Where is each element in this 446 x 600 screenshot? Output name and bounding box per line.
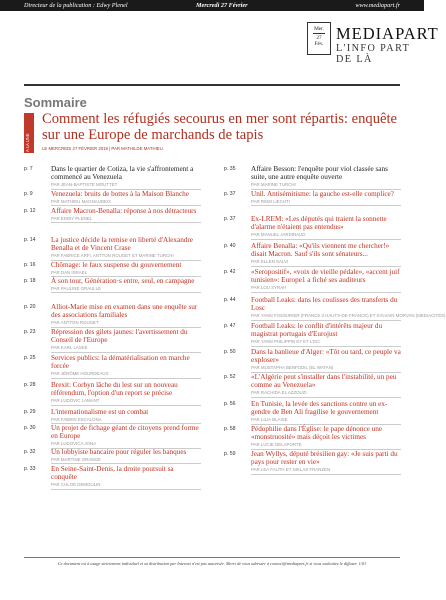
toc-entry-title[interactable]: Affaire Macron-Benalla: réponse à nos détracteurs	[51, 207, 197, 215]
footer-notice: Ce document est à usage strictement individuel et sa distribution par Internet n'est pas autorisée. Merci de vous adresser à contact@mediapart.fr si vous souhaitez le diffuser. 1/01	[57, 561, 367, 566]
toc-entry-title[interactable]: En Seine-Saint-Denis, la droite poursuit sa conquête	[51, 465, 174, 482]
toc-entry-byline: PAR EDWY PLENEL	[51, 215, 93, 221]
toc-entry-byline: PAR LILIA BLAISE	[251, 417, 288, 423]
toc-entry-title[interactable]: Venezuela: bruits de bottes à la Maison Blanche	[51, 190, 189, 198]
toc-entry-title[interactable]: Chômage: le faux suspense du gouvernement	[51, 261, 182, 269]
stamp-day-name: Mer.	[314, 26, 324, 32]
toc-entry-divider	[51, 489, 201, 490]
toc-page-number: p. 25	[24, 355, 36, 361]
toc-page-number: p. 7	[24, 166, 33, 172]
stamp-divider	[313, 33, 325, 34]
toc-left-column	[24, 160, 204, 540]
toc-entry-title[interactable]: Alliot-Marie mise en examen dans une enquête sur des associations familiales	[51, 303, 198, 320]
toc-page-number: p. 23	[24, 329, 36, 335]
toc-page-number: p. 35	[224, 166, 236, 172]
toc-page-number: p. 33	[24, 466, 36, 472]
toc-page-number: p. 52	[224, 374, 236, 380]
toc-entry-byline: PAR YANN FOSSURIER (FRANCE 3 HAUTS-DE-FRANCE) ET SYLVAIN MORVAN (MEDIACITÉS)	[251, 313, 446, 319]
toc-entry-divider	[251, 346, 401, 347]
toc-entry-byline: PAR FABIEN ESCALONA	[51, 416, 102, 422]
toc-entry-divider	[251, 474, 401, 475]
toc-entry-byline: PAR MARINE TURCHI	[251, 182, 296, 188]
toc-page-number: p. 37	[224, 216, 236, 222]
toc-page-number: p. 44	[224, 297, 236, 303]
toc-entry-byline: PAR FABRICE ARFI, ANTTON ROUGET ET MARINE TURCHI	[51, 253, 174, 259]
toc-entry-byline: PAR MUSTAPHA BENFODIL (EL WATAN)	[251, 365, 334, 371]
toc-entry-title[interactable]: Unil. Antisémitisme: la gauche est-elle complice?	[251, 190, 394, 198]
toc-entry-byline: PAR YANN PHILIPPIN ET ET L'EIC	[251, 339, 321, 345]
toc-entry-divider	[251, 397, 401, 398]
toc-entry-divider	[251, 239, 401, 240]
toc-page-number: p. 14	[24, 237, 36, 243]
toc-entry-title[interactable]: Un projet de fichage géant de citoyens prend forme en Europe	[51, 424, 199, 441]
toc-page-number: p. 9	[24, 191, 33, 197]
toc-entry-byline: PAR PAULINE GRAULLE	[51, 285, 102, 291]
toc-entry-byline: PAR LOU SYRAH	[251, 285, 287, 291]
lead-side-tag	[24, 113, 34, 153]
toc-entry-divider	[51, 292, 201, 293]
toc-entry-title[interactable]: Brexit: Corbyn lâche du lest sur un nouveau référendum, l'option d'un report se précise	[51, 381, 178, 398]
toc-entry-title[interactable]: «L'Algérie peut s'installer dans l'instabilité, un peu comme au Venezuela»	[251, 373, 397, 390]
toc-page-number: p. 32	[24, 449, 36, 455]
toc-page-number: p. 18	[24, 278, 36, 284]
top-bar	[0, 0, 424, 11]
toc-entry-title[interactable]: Affaire Besson: l'enquête pour viol classée sans suite, une autre enquête ouverte	[251, 165, 388, 182]
date-stamp-logo	[307, 22, 331, 55]
toc-entry-byline: PAR RACHIDA EL AZZOUZI	[251, 390, 307, 396]
issue-date: Mercredi 27 Février	[196, 2, 248, 9]
toc-page-number: p. 12	[24, 208, 36, 214]
toc-entry-byline: PAR ELLEN SALVI	[251, 259, 289, 265]
toc-page-number: p. 16	[24, 262, 36, 268]
toc-entry-byline: PAR JEAN-BAPTISTE MOUTTET	[51, 182, 118, 188]
toc-page-number: p. 58	[224, 426, 236, 432]
toc-entry-byline: PAR CHLOÉ DEMOULIN	[51, 482, 101, 488]
toc-entry-title[interactable]: «Seropositif», «voix de vieille pédale», «accent juif tunisien»: Europe1 a fiché ses auditeurs	[251, 268, 400, 285]
toc-page-number: p. 28	[24, 382, 36, 388]
toc-entry-title[interactable]: Un lobbyiste bancaire pour réguler les banques	[51, 448, 187, 456]
brand-tagline: L'INFO PART DE LÀ	[336, 43, 411, 65]
toc-entry-byline: PAR MARTINE ORANGE	[51, 456, 101, 462]
toc-entry-divider	[251, 292, 401, 293]
toc-right-column	[224, 160, 446, 540]
toc-page-number: p. 56	[224, 401, 236, 407]
toc-entry-title[interactable]: En Tunisie, la levée des sanctions contre un ex-gendre de Ben Ali fragilise le gouvernement	[251, 400, 388, 417]
lead-article-meta: LE MERCREDI 27 FÉVRIER 2019 | PAR MATHILDE MATHIEU	[42, 146, 163, 151]
toc-entry-byline: PAR LUDOVIC LAMANT	[51, 398, 100, 404]
toc-entry-title[interactable]: Jean Wyllys, député brésilien gay: «Je suis parti du pays pour rester en vie»	[251, 450, 398, 467]
toc-page-number: p. 37	[224, 191, 236, 197]
stamp-day-number: 27	[316, 35, 322, 41]
toc-entry-byline: PAR MANUEL JARDINAUD	[251, 232, 306, 238]
toc-entry-title[interactable]: L'internationalisme est un combat	[51, 408, 149, 416]
toc-entry-divider	[251, 205, 401, 206]
site-link[interactable]: www.mediapart.fr	[355, 2, 400, 9]
toc-entry-byline: PAR JÉRÔME HOURDEAUX	[51, 371, 109, 377]
toc-entry-title[interactable]: Dans la banlieue d'Alger: «Tôt ou tard, ce peuple va exploser»	[251, 348, 401, 365]
toc-entry-title[interactable]: Services publics: la dématérialisation en marche forcée	[51, 354, 190, 371]
toc-page-number: p. 50	[224, 349, 236, 355]
toc-entry-title[interactable]: Football Leaks: le conflit d'intérêts majeur du magistrat portugais d'Eurojust	[251, 322, 383, 339]
toc-entry-byline: PAR MATHIEU MAGNAUDEIX	[51, 198, 112, 204]
toc-page-number: p. 47	[224, 323, 236, 329]
toc-entry-divider	[51, 352, 201, 353]
toc-page-number: p. 59	[224, 451, 236, 457]
toc-entry-byline: PAR LUDOVICA JONA	[51, 441, 97, 447]
toc-entry-byline: PAR RÉMI LIECHTI	[251, 198, 290, 204]
toc-page-number: p. 20	[24, 304, 36, 310]
toc-entry-title[interactable]: Affaire Benalla: «Qu'ils viennent me chercher!» disait Macron. Sauf s'ils sont sénateurs...	[251, 242, 390, 259]
toc-entry-byline: PAR LEA FAUTH ET NIKLAS FRANZEN	[251, 467, 331, 473]
lead-side-label: A LA UNE	[25, 133, 30, 152]
toc-entry-divider	[51, 378, 201, 379]
toc-entry-title[interactable]: Ex-LREM: «Les députés qui traient la sonnette d'alarme n'étaient pas entendus»	[251, 215, 387, 232]
toc-entry-title[interactable]: Pédophilie dans l'Église: le pape dénonce une «monstruosité» mais déçoit les victimes	[251, 425, 383, 442]
toc-page-number: p. 29	[24, 409, 36, 415]
toc-page-number: p. 42	[224, 269, 236, 275]
toc-entry-byline: PAR DAN ISRAEL	[51, 269, 88, 275]
toc-entry-byline: PAR KARL LASKE	[51, 345, 88, 351]
toc-entry-byline: PAR ANTTON ROUGET	[51, 320, 99, 326]
brand-logo[interactable]: MEDIAPART	[336, 24, 439, 43]
toc-page-number: p. 30	[24, 425, 36, 431]
lead-article-title[interactable]: Comment les réfugiés secourus en mer sont répartis: enquête sur une Europe de marchands de tapis	[42, 111, 398, 143]
toc-entry-divider	[51, 405, 201, 406]
toc-entry-title[interactable]: Répression des gilets jaunes: l'avertissement du Conseil de l'Europe	[51, 328, 188, 345]
toc-entry-title[interactable]: À son tour, Génération·s entre, seul, en campagne	[51, 277, 195, 285]
publication-director: Directeur de la publication : Edwy Plenel	[24, 2, 128, 9]
stamp-month: Fév.	[314, 41, 324, 47]
footer-divider	[24, 557, 400, 558]
section-heading: Sommaire	[24, 95, 87, 110]
header-divider	[24, 84, 400, 86]
toc-entry-title[interactable]: La justice décide la remise en liberté d'Alexandre Benalla et de Vincent Crase	[51, 236, 193, 253]
toc-entry-byline: PAR LUCIE DELAPORTE	[251, 442, 302, 448]
toc-entry-divider	[51, 222, 201, 223]
toc-entry-divider	[251, 266, 401, 267]
toc-entry-title[interactable]: Football Leaks: dans les coulisses des transferts du Losc	[251, 296, 398, 313]
toc-entry-title[interactable]: Dans le quartier de Cotiza, la vie s'affrontement a commencé au Venezuela	[51, 165, 194, 182]
toc-entry-divider	[251, 320, 401, 321]
toc-page-number: p. 40	[224, 243, 236, 249]
